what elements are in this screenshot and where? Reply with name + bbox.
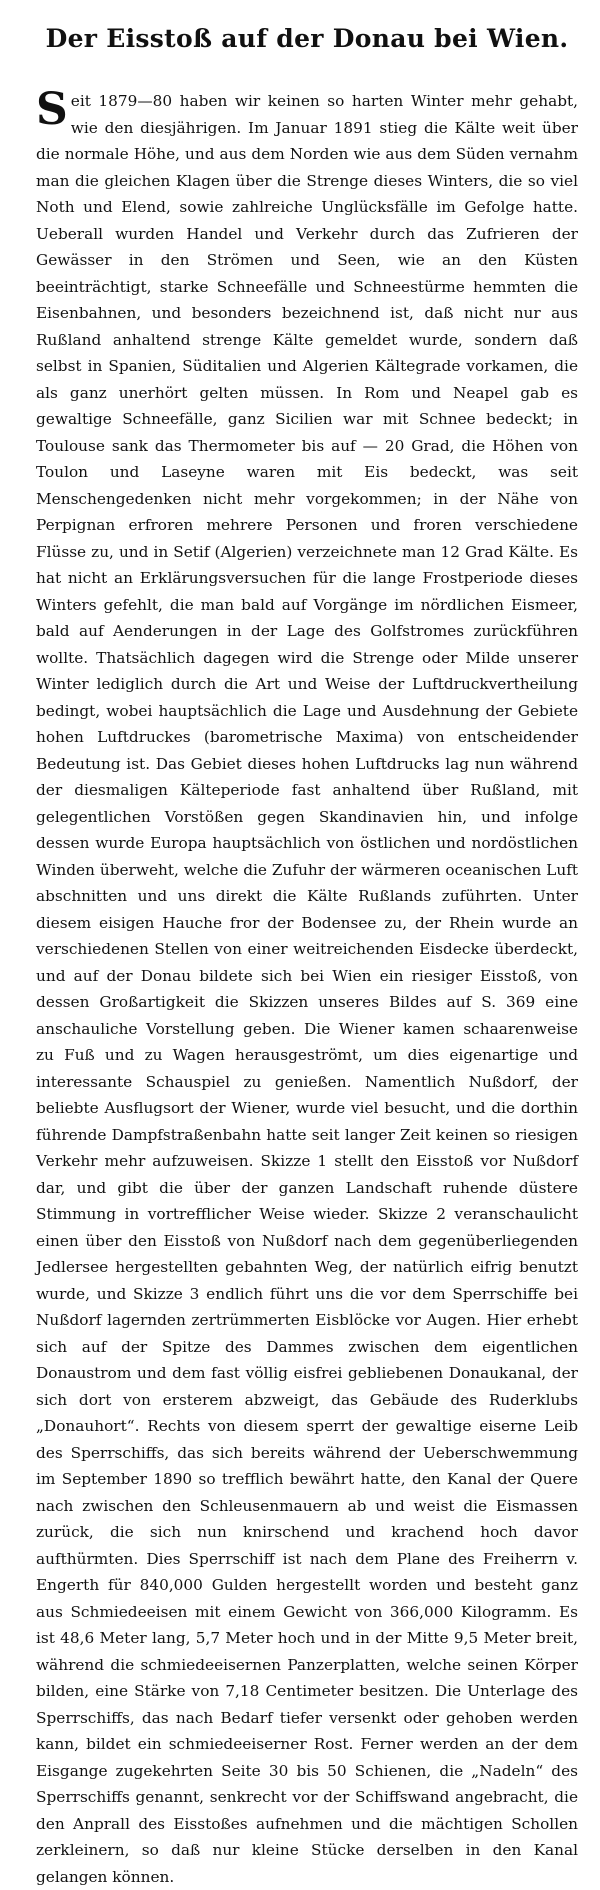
article-body (36, 84, 578, 1890)
article-text: eit 1879—80 haben wir keinen so harten Winter mehr gehabt, wie den diesjährigen. Im Januar 1891 stieg die Kälte weit über die normale Höhe, und aus dem Norden wie aus dem Süden vernahm man die gleichen Klagen über die Strenge dieses Winters, die so viel Noth und Elend, sowie zahlreiche Unglücksfälle im Gefolge hatte. Ueberall wurden Handel und Verkehr durch das Zufrieren der Gewässer in den Strömen und Seen, wie an den Küsten beeinträchtigt, starke Schneefälle und Schneestürme hemmten die Eisenbahnen, und besonders bezeichnend ist, daß nicht nur aus Rußland anhaltend strenge Kälte gemeldet wurde, sondern daß selbst in Spanien, Süditalien und Algerien Kältegrade vorkamen, die als ganz unerhört gelten müssen. In Rom und Neapel gab es gewaltige Schneefälle, ganz Sicilien war mit Schnee bedeckt; in Toulouse sank das Thermometer bis auf — 20 Grad, die Höhen von Toulon und Laseyne waren mit Eis bedeckt, was seit Menschengedenken nicht mehr vorgekommen; in der Nähe von Perpignan erfroren mehrere Personen und froren verschiedene Flüsse zu, und in Setif (Algerien) verzeichnete man 12 Grad Kälte. Es hat nicht an Erklärungsversuchen für die lange Frostperiode dieses Winters gefehlt, die man bald auf Vorgänge im nördlichen Eismeer, bald auf Aenderungen in der Lage des Golfstromes zurückführen wollte. Thatsächlich dagegen wird die Strenge oder Milde unserer Winter lediglich durch die Art und Weise der Luftdruckvertheilung bedingt, wobei hauptsächlich die Lage und Ausdehnung der Gebiete hohen Luftdruckes (barometrische Maxima) von entscheidender Bedeutung ist. Das Gebiet dieses hohen Luftdrucks lag nun während der diesmaligen Kälteperiode fast anhaltend über Rußland, mit gelegentlichen Vorstößen gegen Skandinavien hin, und infolge dessen wurde Europa hauptsächlich von östlichen und nordöstlichen Winden überweht, welche die Zufuhr der wärmeren oceanischen Luft abschnitten und uns direkt die Kälte Rußlands zuführten. Unter diesem eisigen Hauche fror der Bodensee zu, der Rhein wurde an verschiedenen Stellen von einer weitreichenden Eisdecke überdeckt, und auf der Donau bildete sich bei Wien ein riesiger Eisstoß, von dessen Großartigkeit die Skizzen unseres Bildes auf S. 369 eine anschauliche Vorstellung geben. Die Wiener kamen schaarenweise zu Fuß und zu Wagen herausgeströmt, um dies eigenartige und interessante Schauspiel zu genießen. Namentlich Nußdorf, der beliebte Ausflugsort der Wiener, wurde viel besucht, und die dorthin führende Dampfstraßenbahn hatte seit langer Zeit keinen so riesigen Verkehr mehr aufzuweisen. Skizze 1 stellt den Eisstoß vor Nußdorf dar, und gibt die über der ganzen Landschaft ruhende düstere Stimmung in vortrefflicher Weise wieder. Skizze 2 veranschaulicht einen über den Eisstoß von Nußdorf nach dem gegenüberliegenden Jedlersee hergestellten gebahnten Weg, der natürlich eifrig benutzt wurde, und Skizze 3 endlich führt uns die vor dem Sperrschiffe bei Nußdorf lagernden zertrümmerten Eisblöcke vor Augen. Hier erhebt sich auf der Spitze des Dammes zwischen dem eigentlichen Donaustrom und dem fast völlig eisfrei gebliebenen Donaukanal, der sich dort von ersterem abzweigt, das Gebäude des Ruderklubs „Donauhort“. Rechts von diesem sperrt der gewaltige eiserne Leib des Sperrschiffs, das sich bereits während der Ueberschwemmung im September 1890 so trefflich bewährt hatte, den Kanal der Quere nach zwischen den Schleusenmauern ab und weist die Eismassen zurück, die sich nun knirschend und krachend hoch davor aufthürmten. Dies Sperrschiff ist nach dem Plane des Freiherrn v. Engerth für 840,000 Gulden hergestellt worden und besteht ganz aus Schmiedeeisen mit einem Gewicht von 366,000 Kilogramm. Es ist 48,6 Meter lang, 5,7 Meter hoch und in der Mitte 9,5 Meter breit, während die schmiedeeisernen Panzerplatten, welche seinen Körper bilden, eine Stärke von 7,18 Centimeter besitzen. Die Unterlage des Sperrschiffs, das nach Bedarf tiefer versenkt oder gehoben werden kann, bildet ein schmiedeeiserner Rost. Ferner werden an der dem Eisgange zugekehrten Seite 30 bis 50 Schienen, die „Nadeln“ des Sperrschiffs genannt, senkrecht vor der Schiffswand angebracht, die den Anprall des Eisstoßes aufnehmen und die mächtigen Schollen zerkleinern, so daß nur kleine Stücke derselben in den Kanal gelangen können. (36, 92, 578, 1886)
drop-cap-initial: S (36, 84, 68, 135)
article-title: Der Eisstoß auf der Donau bei Wien. (45, 24, 569, 53)
